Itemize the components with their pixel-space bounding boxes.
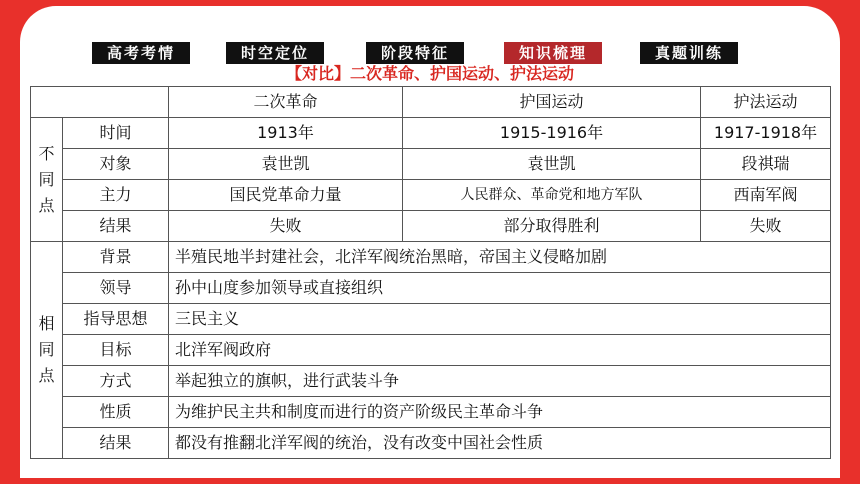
table-cell: 三民主义 <box>169 304 831 335</box>
table-row <box>31 335 831 366</box>
table-cell: 国民党革命力量 <box>169 180 403 211</box>
tab-stage-features[interactable]: 阶段特征 <box>366 42 464 64</box>
table-cell: 1917-1918年 <box>701 118 831 149</box>
tab-knowledge[interactable]: 知识梳理 <box>504 42 602 64</box>
table-row <box>31 366 831 397</box>
table-cell: 部分取得胜利 <box>403 211 701 242</box>
column-header: 护国运动 <box>403 87 701 118</box>
row-label: 对象 <box>63 149 169 180</box>
page-title: 【对比】二次革命、护国运动、护法运动 <box>285 64 574 83</box>
table-row <box>31 211 831 242</box>
row-label: 性质 <box>63 397 169 428</box>
table-cell: 袁世凯 <box>169 149 403 180</box>
table-cell: 西南军阀 <box>701 180 831 211</box>
table-cell: 段祺瑞 <box>701 149 831 180</box>
table-cell: 1915-1916年 <box>403 118 701 149</box>
table-row <box>31 304 831 335</box>
nav-tabs <box>0 42 860 64</box>
table-cell: 举起独立的旗帜，进行武装斗争 <box>169 366 831 397</box>
row-label: 指导思想 <box>63 304 169 335</box>
column-header: 二次革命 <box>169 87 403 118</box>
row-label: 时间 <box>63 118 169 149</box>
table-cell: 北洋军阀政府 <box>169 335 831 366</box>
group-label-similarities: 相同点 <box>31 242 63 459</box>
row-label: 目标 <box>63 335 169 366</box>
row-label: 领导 <box>63 273 169 304</box>
table-cell: 失败 <box>701 211 831 242</box>
table-row <box>31 118 831 149</box>
table-cell: 都没有推翻北洋军阀的统治，没有改变中国社会性质 <box>169 428 831 459</box>
column-header: 护法运动 <box>701 87 831 118</box>
tab-time-space[interactable]: 时空定位 <box>226 42 324 64</box>
row-label: 结果 <box>63 428 169 459</box>
table-cell: 袁世凯 <box>403 149 701 180</box>
row-label: 背景 <box>63 242 169 273</box>
tab-exam-trends[interactable]: 高考考情 <box>92 42 190 64</box>
table-row <box>31 397 831 428</box>
table-cell: 1913年 <box>169 118 403 149</box>
row-label: 主力 <box>63 180 169 211</box>
row-label: 结果 <box>63 211 169 242</box>
tab-exam-practice[interactable]: 真题训练 <box>640 42 738 64</box>
table-row <box>31 180 831 211</box>
row-label: 方式 <box>63 366 169 397</box>
table-cell: 失败 <box>169 211 403 242</box>
table-row <box>31 273 831 304</box>
table-row <box>31 242 831 273</box>
table-row <box>31 428 831 459</box>
table-row <box>31 149 831 180</box>
header-empty-cell <box>31 87 169 118</box>
table-cell: 半殖民地半封建社会，北洋军阀统治黑暗，帝国主义侵略加剧 <box>169 242 831 273</box>
table-cell: 孙中山度参加领导或直接组织 <box>169 273 831 304</box>
group-label-differences: 不同点 <box>31 118 63 242</box>
table-cell: 为维护民主共和制度而进行的资产阶级民主革命斗争 <box>169 397 831 428</box>
table-header-row <box>31 87 831 118</box>
table-cell: 人民群众、革命党和地方军队 <box>403 180 701 211</box>
comparison-table <box>30 86 831 459</box>
